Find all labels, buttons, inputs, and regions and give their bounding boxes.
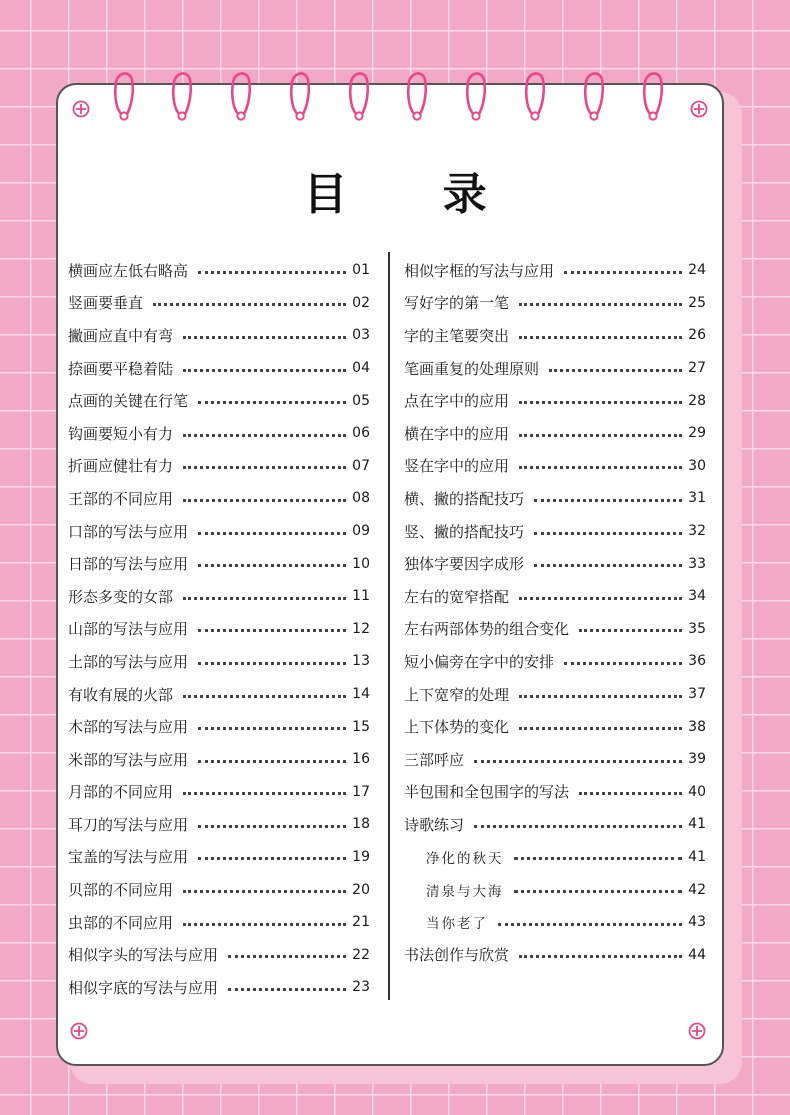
dot-leader [519, 434, 682, 437]
corner-plus-icon [688, 1022, 706, 1040]
toc-entry-title: 捺画要平稳着陆 [68, 359, 174, 378]
toc-entry-title: 独体字要因字成形 [404, 555, 525, 574]
toc-entry[interactable] [404, 841, 706, 874]
toc-entry[interactable] [68, 580, 370, 613]
toc-entry-page-number: 34 [688, 588, 706, 605]
toc-entry-page-number: 19 [352, 848, 370, 865]
toc-entry[interactable] [404, 450, 706, 483]
dot-leader [198, 857, 346, 860]
toc-entry-page-number: 33 [688, 555, 706, 572]
toc-entry-page-number: 23 [352, 979, 370, 996]
toc-entry[interactable] [404, 254, 706, 287]
toc-entry[interactable] [68, 938, 370, 971]
toc-entry-title: 相似字框的写法与应用 [404, 261, 555, 280]
dot-leader [198, 564, 346, 567]
toc-entry-page-number: 08 [352, 490, 370, 507]
dot-leader [183, 466, 346, 469]
toc-entry-page-number: 36 [688, 653, 706, 670]
toc-entry[interactable] [404, 906, 706, 939]
toc-entry-page-number: 05 [352, 392, 370, 409]
toc-entry[interactable] [404, 580, 706, 613]
toc-entry[interactable] [68, 710, 370, 743]
toc-entry-page-number: 41 [688, 816, 706, 833]
toc-entry[interactable] [68, 873, 370, 906]
toc-entry-title: 口部的写法与应用 [68, 522, 189, 541]
toc-entry[interactable] [68, 287, 370, 320]
toc-entry-title: 写好字的第一笔 [404, 294, 510, 313]
toc-entry[interactable] [404, 743, 706, 776]
dot-leader [549, 369, 682, 372]
dot-leader [474, 760, 682, 763]
toc-entry-page-number: 38 [688, 718, 706, 735]
toc-entry-page-number: 44 [688, 946, 706, 963]
toc-entry[interactable] [68, 547, 370, 580]
toc-entry[interactable] [404, 515, 706, 548]
toc-entry-title: 钩画要短小有力 [68, 424, 174, 443]
dot-leader [198, 825, 346, 828]
spiral-ring-icon [464, 66, 488, 122]
toc-entry[interactable] [68, 678, 370, 711]
toc-entry[interactable] [68, 384, 370, 417]
toc-entry-title: 清泉与大海 [426, 883, 504, 900]
toc-entry[interactable] [68, 971, 370, 1004]
corner-plus-icon [70, 1022, 88, 1040]
toc-entry-page-number: 07 [352, 457, 370, 474]
toc-entry-page-number: 40 [688, 783, 706, 800]
toc-entry-page-number: 24 [688, 262, 706, 279]
toc-entry-title: 木部的写法与应用 [68, 718, 189, 737]
toc-entry-page-number: 31 [688, 490, 706, 507]
dot-leader [519, 401, 682, 404]
toc-entry-page-number: 30 [688, 457, 706, 474]
toc-entry[interactable] [68, 515, 370, 548]
dot-leader [183, 369, 346, 372]
dot-leader [519, 727, 682, 730]
toc-entry[interactable] [68, 613, 370, 646]
toc-entry-title: 日部的写法与应用 [68, 555, 189, 574]
toc-entry-page-number: 01 [352, 262, 370, 279]
toc-entry-title: 左右的宽窄搭配 [404, 587, 510, 606]
toc-entry-title: 有收有展的火部 [68, 685, 174, 704]
spiral-ring-icon [112, 66, 136, 122]
toc-entry-page-number: 28 [688, 392, 706, 409]
toc-entry-page-number: 06 [352, 425, 370, 442]
toc-entry-page-number: 11 [352, 588, 370, 605]
corner-plus-icon [72, 100, 90, 118]
toc-entry-page-number: 04 [352, 360, 370, 377]
dot-leader [534, 499, 682, 502]
dot-leader [514, 857, 683, 860]
corner-plus-icon [690, 100, 708, 118]
toc-entry-page-number: 21 [352, 914, 370, 931]
toc-entry-page-number: 41 [688, 848, 706, 865]
dot-leader [228, 955, 346, 958]
dot-leader [564, 662, 682, 665]
toc-entry-page-number: 20 [352, 881, 370, 898]
toc-entry-title: 短小偏旁在字中的安排 [404, 652, 555, 671]
toc-entry[interactable] [404, 938, 706, 971]
dot-leader [474, 825, 682, 828]
toc-entry[interactable] [68, 808, 370, 841]
dot-leader [498, 923, 682, 926]
toc-entry[interactable] [404, 776, 706, 809]
toc-entry[interactable] [68, 776, 370, 809]
toc-entry-title: 横在字中的应用 [404, 424, 510, 443]
toc-entry[interactable] [68, 417, 370, 450]
dot-leader [514, 890, 683, 893]
toc-entry-page-number: 16 [352, 751, 370, 768]
toc-entry-page-number: 03 [352, 327, 370, 344]
toc-entry[interactable] [404, 384, 706, 417]
toc-entry-title: 净化的秋天 [426, 850, 504, 867]
toc-entry-title: 笔画重复的处理原则 [404, 359, 540, 378]
toc-entry-title: 左右两部体势的组合变化 [404, 620, 570, 639]
toc-entry-page-number: 25 [688, 294, 706, 311]
spiral-ring-icon [229, 66, 253, 122]
toc-entry[interactable] [404, 645, 706, 678]
toc-entry-title: 贝部的不同应用 [68, 881, 174, 900]
toc-entry-page-number: 32 [688, 523, 706, 540]
toc-entry-title: 上下体势的变化 [404, 718, 510, 737]
toc-entry-page-number: 37 [688, 686, 706, 703]
dot-leader [519, 303, 682, 306]
toc-entry[interactable] [404, 547, 706, 580]
toc-entry-title: 三部呼应 [404, 750, 465, 769]
toc-entry-title: 山部的写法与应用 [68, 620, 189, 639]
dot-leader [228, 988, 346, 991]
toc-entry-page-number: 18 [352, 816, 370, 833]
dot-leader [534, 564, 682, 567]
dot-leader [183, 499, 346, 502]
dot-leader [198, 629, 346, 632]
dot-leader [198, 760, 346, 763]
toc-entry[interactable] [404, 873, 706, 906]
dot-leader [579, 792, 682, 795]
toc-entry[interactable] [404, 287, 706, 320]
spiral-ring-icon [170, 66, 194, 122]
toc-entry[interactable] [68, 645, 370, 678]
dot-leader [153, 303, 346, 306]
toc-entry-page-number: 43 [688, 914, 706, 931]
toc-entry-title: 点在字中的应用 [404, 392, 510, 411]
toc-entry[interactable] [68, 841, 370, 874]
toc-entry-page-number: 15 [352, 718, 370, 735]
toc-entry[interactable] [68, 319, 370, 352]
dot-leader [198, 401, 346, 404]
dot-leader [534, 532, 682, 535]
toc-entry-title: 撇画应直中有弯 [68, 326, 174, 345]
spiral-ring-icon [641, 66, 665, 122]
toc-entry[interactable] [68, 352, 370, 385]
toc-entry[interactable] [404, 352, 706, 385]
dot-leader [519, 695, 682, 698]
dot-leader [198, 727, 346, 730]
toc-entry[interactable] [68, 482, 370, 515]
toc-entry-page-number: 14 [352, 686, 370, 703]
toc-entry-page-number: 02 [352, 294, 370, 311]
dot-leader [519, 597, 682, 600]
toc-entry-page-number: 26 [688, 327, 706, 344]
toc-entry[interactable] [68, 743, 370, 776]
toc-entry[interactable] [404, 808, 706, 841]
toc-entry-page-number: 29 [688, 425, 706, 442]
dot-leader [519, 466, 682, 469]
toc-entry-title: 点画的关键在行笔 [68, 392, 189, 411]
toc-entry-title: 诗歌练习 [404, 815, 465, 834]
toc-entry[interactable] [404, 482, 706, 515]
column-divider [388, 252, 390, 1000]
dot-leader [183, 923, 346, 926]
dot-leader [183, 336, 346, 339]
dot-leader [183, 695, 346, 698]
toc-entry[interactable] [404, 710, 706, 743]
toc-entry-page-number: 12 [352, 620, 370, 637]
spiral-ring-icon [347, 66, 371, 122]
toc-entry-title: 竖画要垂直 [68, 294, 144, 313]
toc-entry[interactable] [404, 417, 706, 450]
dot-leader [183, 434, 346, 437]
dot-leader [198, 532, 346, 535]
toc-entry-page-number: 35 [688, 620, 706, 637]
toc-entry-title: 横、撇的搭配技巧 [404, 489, 525, 508]
toc-entry-title: 宝盖的写法与应用 [68, 848, 189, 867]
toc-entry-title: 竖在字中的应用 [404, 457, 510, 476]
toc-entry-title: 折画应健壮有力 [68, 457, 174, 476]
spiral-ring-icon [288, 66, 312, 122]
toc-entry[interactable] [404, 613, 706, 646]
spiral-ring-icon [582, 66, 606, 122]
toc-entry-title: 竖、撇的搭配技巧 [404, 522, 525, 541]
toc-entry-title: 相似字头的写法与应用 [68, 946, 219, 965]
toc-entry[interactable] [68, 450, 370, 483]
toc-entry-page-number: 27 [688, 360, 706, 377]
toc-entry-page-number: 39 [688, 751, 706, 768]
spiral-ring-icon [523, 66, 547, 122]
toc-entry[interactable] [68, 906, 370, 939]
toc-entry[interactable] [404, 678, 706, 711]
toc-entry[interactable] [404, 319, 706, 352]
toc-entry-title: 上下宽窄的处理 [404, 685, 510, 704]
spiral-ring-icon [405, 66, 429, 122]
toc-entry-title: 横画应左低右略高 [68, 261, 189, 280]
dot-leader [198, 271, 346, 274]
dot-leader [183, 890, 346, 893]
toc-entry-title: 书法创作与欣赏 [404, 946, 510, 965]
toc-left-column [68, 254, 370, 1004]
dot-leader [564, 271, 682, 274]
toc-entry-title: 虫部的不同应用 [68, 913, 174, 932]
toc-entry-page-number: 17 [352, 783, 370, 800]
toc-entry-title: 米部的写法与应用 [68, 750, 189, 769]
toc-entry-title: 当你老了 [426, 916, 488, 933]
dot-leader [183, 792, 346, 795]
toc-right-column [404, 254, 706, 971]
toc-entry-title: 字的主笔要突出 [404, 326, 510, 345]
toc-entry-title: 耳刀的写法与应用 [68, 815, 189, 834]
dot-leader [519, 336, 682, 339]
toc-entry-page-number: 42 [688, 881, 706, 898]
page-title: 目 录 [303, 169, 527, 220]
toc-entry-page-number: 13 [352, 653, 370, 670]
toc-entry-page-number: 09 [352, 523, 370, 540]
toc-entry-page-number: 22 [352, 946, 370, 963]
toc-entry-page-number: 10 [352, 555, 370, 572]
toc-entry-title: 月部的不同应用 [68, 783, 174, 802]
toc-entry-title: 相似字底的写法与应用 [68, 978, 219, 997]
toc-entry-title: 土部的写法与应用 [68, 652, 189, 671]
dot-leader [519, 955, 682, 958]
dot-leader [198, 662, 346, 665]
toc-entry-title: 形态多变的女部 [68, 587, 174, 606]
toc-entry-title: 王部的不同应用 [68, 489, 174, 508]
toc-entry[interactable] [68, 254, 370, 287]
dot-leader [579, 629, 682, 632]
dot-leader [183, 597, 346, 600]
toc-entry-title: 半包围和全包围字的写法 [404, 783, 570, 802]
